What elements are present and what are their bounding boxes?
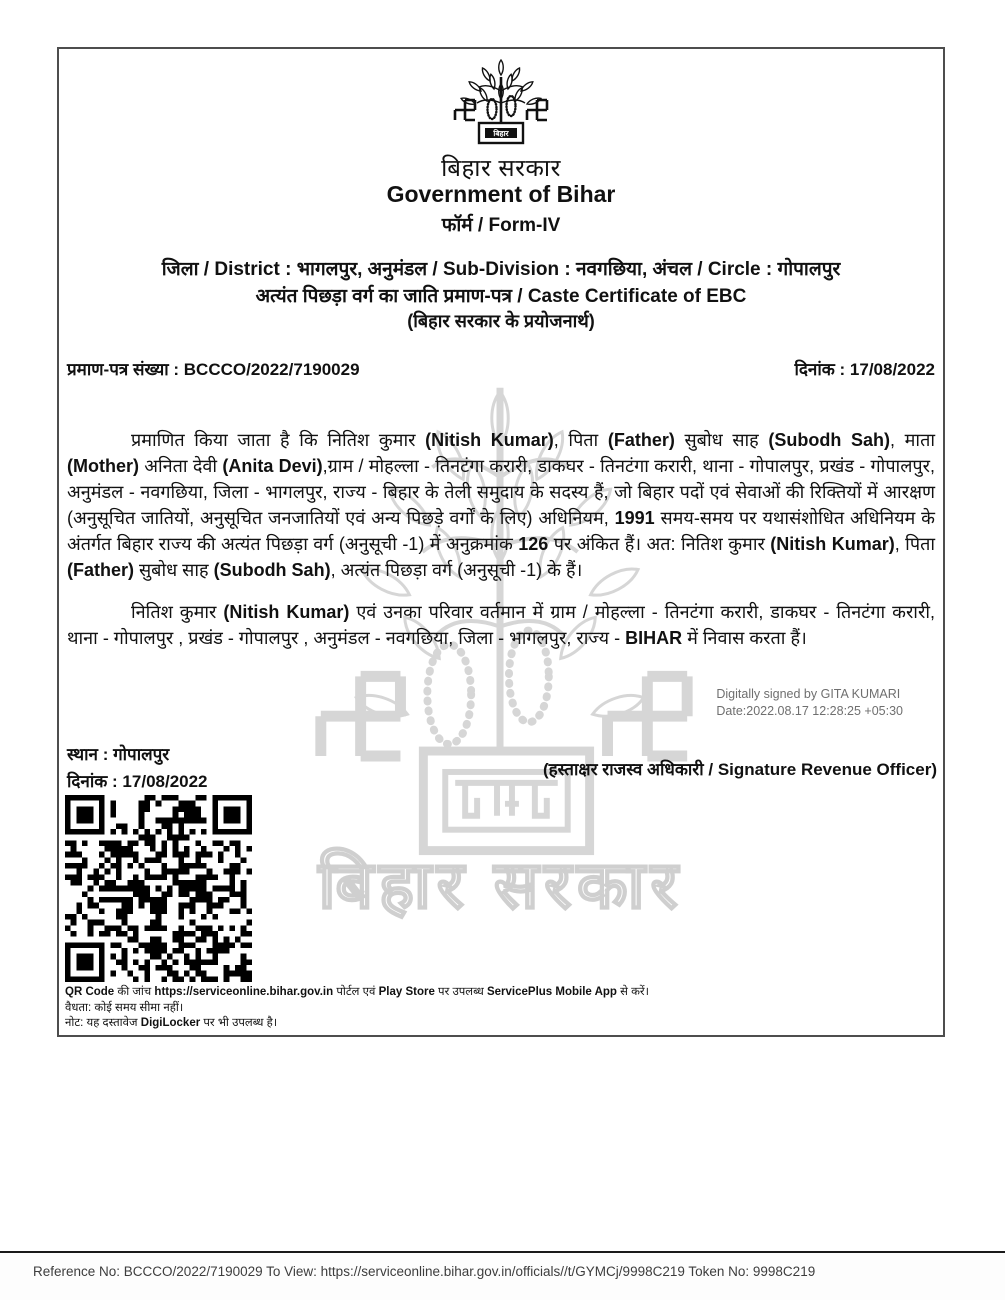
qr-code-image — [65, 795, 252, 982]
watermark-text: बिहार सरकार — [318, 848, 684, 922]
issue-date-line: दिनांक : 17/08/2022 — [67, 772, 208, 791]
purpose-line: (बिहार सरकार के प्रयोजनार्थ) — [407, 311, 595, 331]
bihar-government-emblem — [441, 59, 561, 154]
district-subdivision-circle-line: जिला / District : भागलपुर, अनुमंडल / Sub-Division : नवगछिया, अंचल / Circle : गोपालपुर — [161, 259, 841, 280]
digilocker-note: नोट: यह दस्तावेज DigiLocker पर भी उपलब्ध है। — [65, 1017, 278, 1029]
revenue-officer-signature-label: (हस्ताक्षर राजस्व अधिकारी / Signature Revenue Officer) — [542, 760, 937, 779]
certificate-body-paragraph-1: प्रमाणित किया जाता है कि नितिश कुमार (Nitish Kumar), पिता (Father) सुबोध साह (Subodh Sah), माता (Mother) अनिता देवी (Anita Devi),ग्राम / मोहल्ला - तिनटंगा करारी, डाकघर - तिनटंगा करारी, थाना - गोपालपुर, प्रखंड - गोपालपुर, अनुमंडल - नवगछिया, जिला - भागलपुर, राज्य - बिहार के तेली समुदाय के सदस्य हैं, जो बिहार पदों एवं सेवाओं की रिक्तियों में आरक्षण (अनुसूचित जातियों, अनुसूचित जनजातियों एवं अन्य पिछड़े वर्गों के लिए) अधिनियम, 1991 समय-समय पर यथासंशोधित अधिनियम के अंतर्गत बिहार राज्य की अत्यंत पिछड़ा वर्ग (अनुसूची -1) में अनुक्रमांक 126 पर अंकित हैं। अत: नितिश कुमार (Nitish Kumar), पिता (Father) सुबोध साह (Subodh Sah), अत्यंत पिछड़ा वर्ग (अनुसूची -1) के हैं। — [67, 430, 936, 580]
certificate-number: प्रमाण-पत्र संख्या : BCCCO/2022/7190029 — [67, 360, 360, 379]
certificate-date: दिनांक : 17/08/2022 — [794, 360, 935, 379]
digital-signature-line2: Date:2022.08.17 12:28:25 +05:30 — [716, 704, 903, 718]
title-hindi: बिहार सरकार — [441, 155, 561, 182]
digital-signature-block — [716, 686, 903, 720]
emblem-caption: बिहार — [493, 129, 509, 138]
qr-code — [65, 795, 252, 982]
reference-line: Reference No: BCCCO/2022/7190029 To View: https://serviceonline.bihar.gov.in/officials//t/GYMCj/9998C219 Token No: 9998C219 — [33, 1264, 816, 1279]
digital-signature-line1: Digitally signed by GITA KUMARI — [716, 687, 901, 701]
form-number: फॉर्म / Form-IV — [441, 215, 561, 236]
certificate-meta-row — [67, 357, 935, 380]
place-date-block — [67, 741, 208, 795]
validity-note: वैधता: कोई समय सीमा नहीं। — [65, 1001, 184, 1014]
certificate-body-paragraph-2: नितिश कुमार (Nitish Kumar) एवं उनका परिवार वर्तमान में ग्राम / मोहल्ला - तिनटंगा करारी, डाकघर - तिनटंगा करारी, थाना - गोपालपुर , प्रखंड - गोपालपुर , अनुमंडल - नवगछिया, जिला - भागलपुर, राज्य - BIHAR में निवास करता हैं। — [67, 602, 935, 648]
footer-notes — [65, 985, 649, 1032]
certificate-frame — [57, 47, 945, 1037]
place-line: स्थान : गोपालपुर — [67, 745, 170, 764]
qr-verification-note: QR Code की जांच https://serviceonline.bihar.gov.in पोर्टल एवं Play Store पर उपलब्ध ServicePlus Mobile App से करें। — [65, 986, 649, 998]
bottom-reference-bar — [0, 1251, 1005, 1300]
caste-certificate-title: अत्यंत पिछड़ा वर्ग का जाति प्रमाण-पत्र / Caste Certificate of EBC — [255, 286, 747, 307]
title-english: Government of Bihar — [386, 181, 616, 207]
